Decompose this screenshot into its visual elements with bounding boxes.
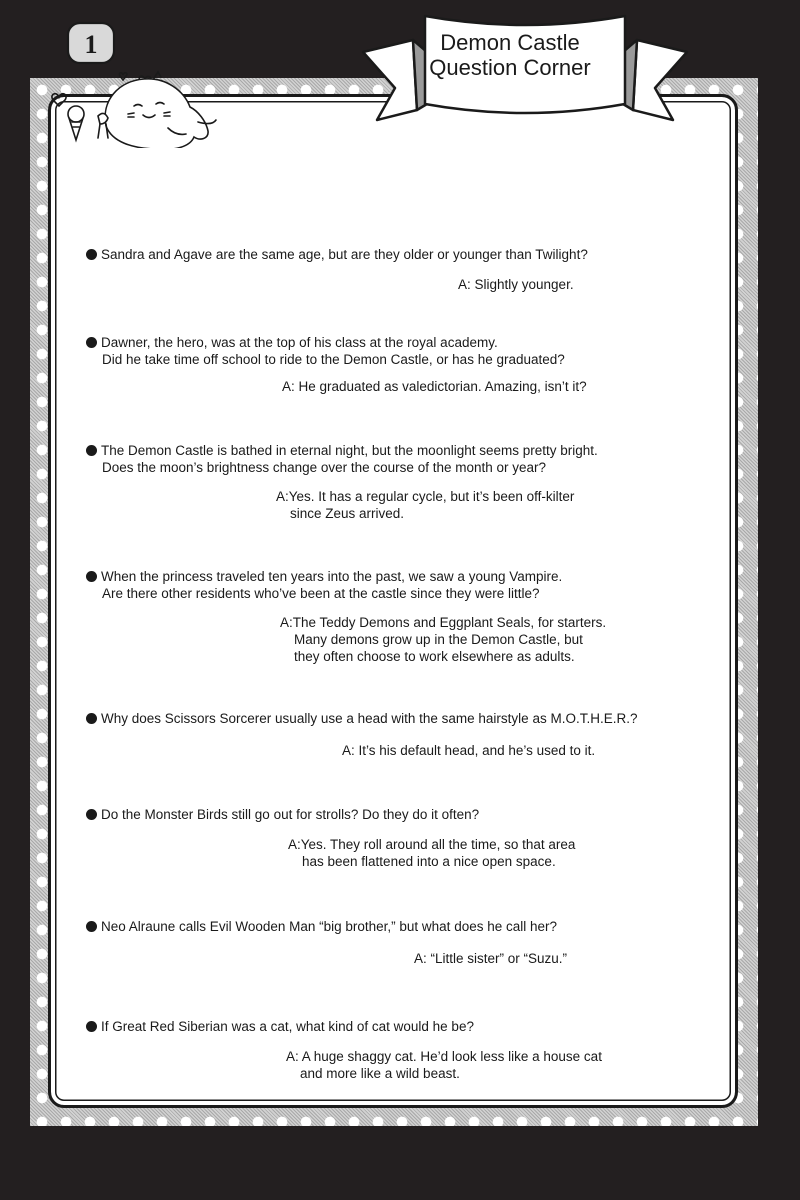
answer-text: A: He graduated as valedictorian. Amazing, isn’t it?	[282, 379, 587, 394]
bullet-icon	[86, 809, 97, 820]
answer-text: A:Yes. It has a regular cycle, but it’s been off-kilter since Zeus arrived.	[276, 489, 575, 521]
question-text: Why does Scissors Sorcerer usually use a head with the same hairstyle as M.O.T.H.E.R.?	[86, 710, 637, 727]
seal-mascot-illustration	[48, 18, 248, 148]
bullet-icon	[86, 713, 97, 724]
bullet-icon	[86, 1021, 97, 1032]
question-text: Neo Alraune calls Evil Wooden Man “big brother,” but what does he call her?	[86, 918, 557, 935]
title-line-1: Demon Castle	[440, 30, 580, 55]
question-text: Do the Monster Birds still go out for strolls? Do they do it often?	[86, 806, 479, 823]
chapter-number: 1	[84, 30, 98, 59]
question-text: When the princess traveled ten years into the past, we saw a young Vampire. Are there other residents who’ve been at the castle since they were little?	[86, 568, 562, 602]
answer-text: A: Slightly younger.	[458, 277, 574, 292]
answer-text: A: “Little sister” or “Suzu.”	[414, 951, 568, 966]
question-text: Dawner, the hero, was at the top of his class at the royal academy. Did he take time off school to ride to the Demon Castle, or has he graduated?	[86, 334, 565, 368]
page-border	[30, 78, 758, 1126]
page-title	[395, 30, 625, 80]
answer-text: A: A huge shaggy cat. He’d look less like a house cat and more like a wild beast.	[286, 1049, 602, 1081]
answer-text: A:Yes. They roll around all the time, so that area has been flattened into a nice open space.	[288, 837, 576, 869]
question-text: If Great Red Siberian was a cat, what kind of cat would he be?	[86, 1018, 474, 1035]
answer-text: A:The Teddy Demons and Eggplant Seals, for starters. Many demons grow up in the Demon Castle, but they often choose to work elsewhere as adults.	[280, 615, 607, 664]
question-text: Sandra and Agave are the same age, but are they older or younger than Twilight?	[86, 246, 588, 263]
answer-text: A: It’s his default head, and he’s used to it.	[342, 743, 596, 758]
bullet-icon	[86, 571, 97, 582]
bullet-icon	[86, 337, 97, 348]
bullet-icon	[86, 921, 97, 932]
title-line-2: Question Corner	[429, 55, 591, 80]
bullet-icon	[86, 445, 97, 456]
question-text: The Demon Castle is bathed in eternal night, but the moonlight seems pretty bright. Does the moon’s brightness change over the course of the month or year?	[86, 442, 598, 476]
bullet-icon	[86, 249, 97, 260]
